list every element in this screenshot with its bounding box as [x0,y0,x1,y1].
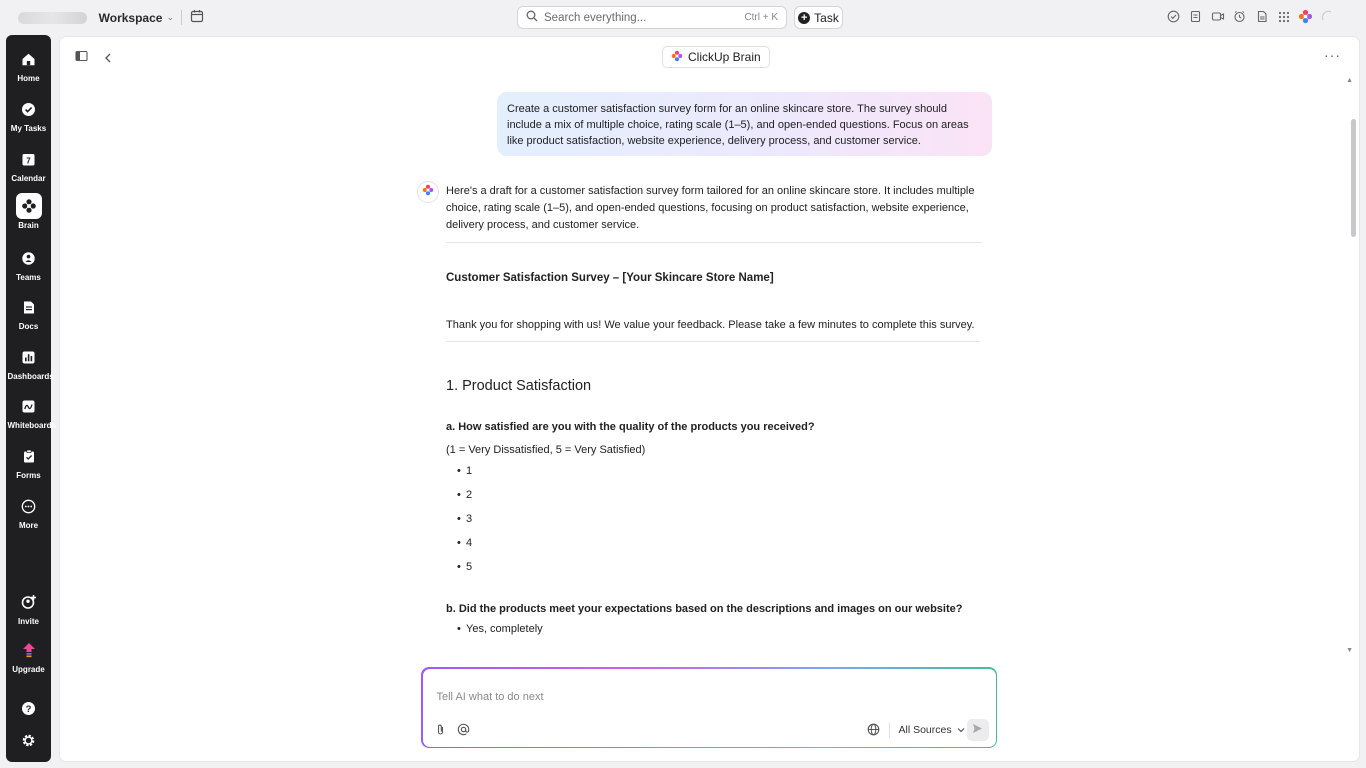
settings-button[interactable] [6,727,51,755]
nav-item-teams[interactable] [6,245,51,291]
help-button[interactable] [6,695,51,723]
clickup-brain-title[interactable] [662,46,770,68]
question-b-options [446,618,984,640]
scroll-up-icon[interactable]: ▲ [1346,77,1353,84]
svg-text:7: 7 [26,156,31,166]
prompt-composer[interactable] [421,667,997,748]
prompt-input[interactable]: Tell AI what to do next [436,690,544,703]
search-icon [526,10,538,25]
divider [446,341,980,342]
gear-icon [16,727,42,753]
nav-label: Dashboards [7,372,54,381]
left-sidebar [6,35,56,762]
question-a-scale: (1 = Very Dissatisfied, 5 = Very Satisfied) [446,444,646,456]
calendar-icon [16,146,42,172]
globe-icon[interactable] [867,723,880,741]
panel-title: ClickUp Brain [688,50,761,64]
nav-item-whiteboards[interactable] [6,393,56,439]
clickup-brain-icon[interactable] [1298,9,1313,24]
top-bar [0,0,1366,35]
video-icon[interactable] [1210,9,1225,24]
document-icon[interactable] [1254,9,1269,24]
new-task-button[interactable] [794,6,843,29]
forms-icon [16,443,42,469]
workspace-avatar-blurred [18,12,87,24]
invite-user-icon [16,589,42,615]
search-input[interactable] [517,6,787,29]
nav-item-calendar[interactable] [6,146,51,192]
send-icon [972,721,983,739]
ai-intro-text: Here's a draft for a customer satisfaction survey form tailored for an online skincare store. It includes multiple choice, rating scale (1–5), and open-ended questions, focusing on product satisfaction, website experience, delivery process, and customer service. [446,185,975,231]
scrollbar-thumb[interactable] [1351,119,1356,237]
question-b: b. Did the products meet your expectations based on the descriptions and images on our website? [446,603,963,615]
nav-label: Whiteboards [7,421,56,430]
nav-item-invite[interactable] [6,589,51,635]
nav-label: More [18,521,39,530]
search-placeholder: Search everything... [544,11,647,24]
chevron-down-icon [957,724,965,736]
dashboard-icon [16,344,42,370]
list-item: • Yes, completely [446,618,984,640]
ai-avatar [417,181,439,203]
notepad-icon[interactable] [1188,9,1203,24]
main-panel [59,36,1360,762]
paperclip-icon[interactable] [435,723,446,741]
back-chevron-icon[interactable] [104,50,112,68]
check-circle-icon[interactable] [1166,9,1181,24]
composer-inner [423,669,996,747]
upgrade-icon [16,637,42,663]
brain-icon [16,193,42,219]
list-item: • 4 [446,531,984,555]
clickup-brain-icon [422,183,434,201]
search-shortcut: Ctrl + K [744,12,778,23]
sidebar-toggle-icon[interactable] [75,49,88,67]
divider [446,242,982,243]
list-item: • 5 [446,555,984,579]
list-item: • 2 [446,483,984,507]
nav-item-upgrade[interactable] [6,637,51,683]
divider [889,723,890,738]
user-message-bubble: Create a customer satisfaction survey form for an online skincare store. The survey should include a mix of multiple choice, rating scale (1–5), and open-ended questions. Focus on areas like product satisfaction, website experience, delivery process, and customer service. [497,92,992,156]
teams-icon [16,245,42,271]
sources-label: All Sources [898,723,952,736]
nav-label: Invite [18,617,39,626]
panel-header [60,37,1359,75]
loading-arc-icon [1320,9,1335,24]
workspace-name: Workspace [98,10,163,25]
more-icon [16,493,42,519]
nav-label: Docs [18,322,39,331]
send-button[interactable] [967,719,989,741]
nav-item-home[interactable] [6,46,51,92]
nav-label: Teams [16,273,41,282]
docs-icon [16,294,42,320]
nav-label: Brain [18,221,39,230]
list-item: • 1 [446,459,984,483]
top-toolbar-icons [1166,9,1335,24]
nav-item-my-tasks[interactable] [6,96,51,142]
workspace-switcher[interactable] [8,6,174,29]
list-item: • 3 [446,507,984,531]
svg-text:?: ? [25,703,32,715]
nav-label: Calendar [11,174,46,183]
chevron-down-icon: ⌄ [166,12,174,22]
nav-item-dashboards[interactable] [6,344,54,390]
survey-title: Customer Satisfaction Survey – [Your Skincare Store Name] [446,272,774,284]
more-options-icon[interactable]: ··· [1324,47,1341,63]
nav-item-forms[interactable] [6,443,51,489]
alarm-clock-icon[interactable] [1232,9,1247,24]
section-heading: 1. Product Satisfaction [446,378,592,394]
nav-label: Forms [16,471,41,480]
clickup-brain-icon [671,50,683,65]
question-a: a. How satisfied are you with the quality of the products you received? [446,421,815,433]
nav-item-brain[interactable] [6,193,51,239]
nav-label: Home [17,74,40,83]
sources-dropdown[interactable] [899,724,965,736]
task-button-label: Task [814,10,839,25]
nav-item-more[interactable] [6,493,51,539]
nav-label: Upgrade [12,665,45,674]
ai-response [446,183,984,640]
check-circle-icon [16,96,42,122]
divider [181,10,182,25]
scroll-down-icon[interactable]: ▼ [1346,647,1353,654]
survey-intro: Thank you for shopping with us! We value your feedback. Please take a few minutes to complete this survey. [446,319,975,331]
home-icon [16,46,42,72]
whiteboard-icon [16,393,42,419]
nav-label: My Tasks [10,124,47,133]
plus-icon: + [798,12,810,24]
help-icon [16,695,42,721]
calendar-icon[interactable] [190,9,204,28]
apps-grid-icon[interactable] [1276,9,1291,24]
nav-item-docs[interactable] [6,294,51,340]
mention-icon[interactable] [457,723,470,741]
question-a-options [446,459,984,579]
